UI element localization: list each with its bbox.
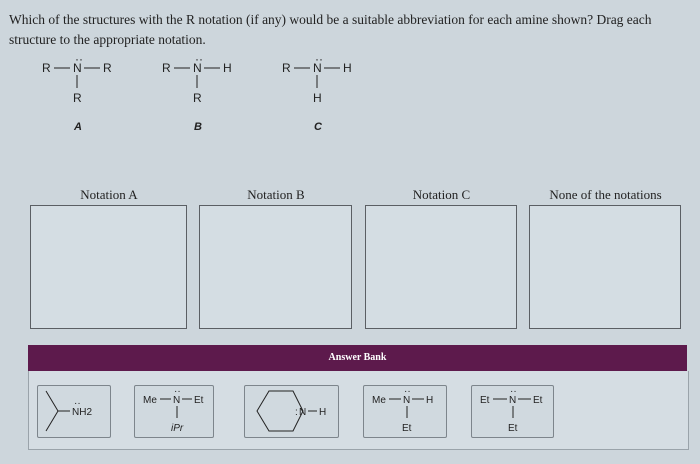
svg-text:Et: Et	[533, 395, 543, 406]
svg-text:R: R	[73, 91, 82, 105]
answer-bank-header: Answer Bank	[28, 345, 687, 371]
svg-text:R: R	[103, 61, 112, 75]
notation-b-label: Notation B	[247, 187, 305, 202]
svg-text:Me: Me	[143, 395, 157, 406]
svg-text:··: ··	[315, 52, 323, 66]
svg-text:Et: Et	[508, 423, 518, 434]
svg-text:··: ··	[195, 52, 203, 66]
drop-zone-none[interactable]	[529, 205, 681, 329]
svg-text:Et: Et	[480, 395, 490, 406]
question-text: Which of the structures with the R notation (if any) would be a suitable abbreviation for each amine shown? Drag each structure to the appropriate notation.	[9, 12, 652, 47]
svg-text:iPr: iPr	[171, 423, 184, 434]
svg-text:N: N	[313, 61, 322, 75]
structure-a	[30, 52, 130, 137]
svg-text:H: H	[313, 91, 322, 105]
svg-text:··: ··	[74, 398, 81, 409]
svg-text:H: H	[319, 407, 327, 418]
svg-text:A: A	[74, 121, 82, 133]
svg-text:N: N	[299, 407, 307, 418]
drop-zone-notation-c[interactable]	[365, 205, 517, 329]
tile-isopropylamine[interactable]	[37, 385, 111, 438]
svg-text:H: H	[343, 61, 352, 75]
svg-text:··: ··	[174, 386, 181, 397]
svg-text:R: R	[162, 61, 171, 75]
drop-zone-notation-a[interactable]	[30, 205, 187, 329]
drop-zone-notation-b[interactable]	[199, 205, 352, 329]
svg-text:Me: Me	[372, 395, 386, 406]
none-label: None of the notations	[549, 187, 662, 202]
svg-text:R: R	[282, 61, 291, 75]
svg-text:N: N	[73, 61, 82, 75]
svg-text:C: C	[314, 121, 322, 133]
structure-b	[150, 52, 250, 137]
notation-a-label: Notation A	[80, 187, 138, 202]
svg-text::: :	[295, 407, 298, 418]
svg-text:··: ··	[404, 386, 411, 397]
svg-text:NH2: NH2	[72, 407, 93, 418]
tile-et-n-et-et[interactable]	[471, 385, 554, 438]
svg-text:R: R	[193, 91, 202, 105]
answer-bank	[28, 371, 689, 450]
svg-text:Et: Et	[194, 395, 204, 406]
tile-piperidine[interactable]	[244, 385, 339, 438]
svg-text:H: H	[223, 61, 232, 75]
svg-text:··: ··	[510, 386, 517, 397]
structure-c	[270, 52, 370, 137]
svg-text:B: B	[194, 121, 202, 133]
svg-text:N: N	[193, 61, 202, 75]
svg-text:H: H	[426, 395, 434, 406]
notation-c-label: Notation C	[412, 187, 471, 202]
svg-text:N: N	[173, 395, 181, 406]
svg-text:R: R	[42, 61, 51, 75]
tile-me-n-h-et[interactable]	[363, 385, 447, 438]
svg-text:N: N	[403, 395, 411, 406]
svg-text:N: N	[509, 395, 517, 406]
svg-text:Et: Et	[402, 423, 412, 434]
svg-text:··: ··	[75, 52, 83, 66]
tile-me-n-et-ipr[interactable]	[134, 385, 214, 438]
